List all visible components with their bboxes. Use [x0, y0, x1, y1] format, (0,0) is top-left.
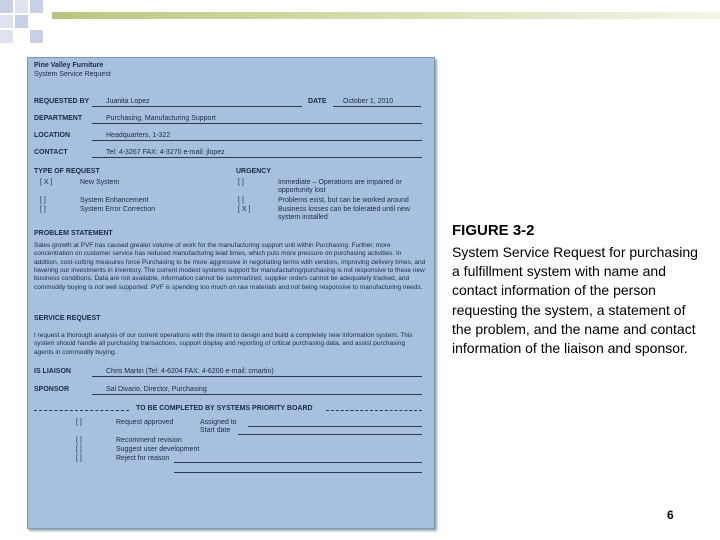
decorative-square [15, 0, 28, 13]
field-line [92, 140, 422, 141]
sponsor-value: Sal Divario, Director, Purchasing [106, 386, 207, 393]
figure-caption: System Service Request for purchasing a fulfillment system with name and contact information of the person requesting the system, a statement of the problem, and the name and contact information of the liaison and sponsor. [452, 244, 698, 357]
board-mark: [ ] [76, 446, 82, 453]
decorative-square [30, 30, 43, 43]
requested-by-label: REQUESTED BY [34, 98, 90, 105]
location-value: Headquarters, 1-322 [106, 132, 171, 139]
dashed-divider [326, 410, 422, 411]
type-of-request-label: TYPE OF REQUEST [34, 168, 100, 175]
date-value: October 1, 2010 [343, 98, 394, 105]
urgency-label: Business losses can be tolerated until new system installed [278, 206, 410, 222]
department-label: DEPARTMENT [34, 115, 83, 122]
field-line [92, 376, 422, 377]
field-line [333, 106, 421, 107]
type-label: New System [80, 179, 120, 186]
decorative-square [0, 15, 13, 28]
field-line [92, 123, 422, 124]
urgency-mark: [ ] [238, 179, 244, 186]
field-line [238, 434, 422, 435]
type-mark: [ ] [40, 206, 46, 213]
date-label: DATE [308, 98, 327, 105]
board-mark: [ ] [76, 455, 82, 462]
contact-label: CONTACT [34, 149, 68, 156]
urgency-mark: [ X ] [238, 206, 251, 213]
field-line [92, 157, 422, 158]
priority-board-label: TO BE COMPLETED BY SYSTEMS PRIORITY BOARD [136, 405, 313, 412]
field-line [174, 472, 422, 473]
problem-statement-text: Sales growth at PVF has caused greater volume of work for the manufacturing support unit within Purchasing. Further, more concentration on customer service has reduced manufacturing lead times, which puts more pressure on purchasing activities. In addition, cost-cutting measures force Purchasing to be more aggressive in negotiating terms with vendors, improving delivery times, and lowering our investments in inventory. The current modest systems support for manufacturing/purchasing is not responsive to these new business conditions. Data are not available, information cannot be summarized, supplier orders cannot be adequately tracked, and commodity buying is not well supported. PVF is spending too much on raw materials and not being responsive to manufacturing needs. [34, 242, 426, 291]
board-item-label: Request approved [116, 419, 174, 426]
company-name: Pine Valley Furniture [34, 62, 104, 69]
field-line [92, 394, 422, 395]
urgency-label: Problems exist, but can be worked around [278, 197, 409, 204]
requested-by-value: Juanita Lopez [106, 98, 150, 105]
sponsor-label: SPONSOR [34, 386, 70, 393]
type-label: System Error Correction [80, 206, 156, 213]
board-item-extra: Start date [200, 427, 231, 434]
urgency-label: Immediate – Operations are impaired or opportunity lost [278, 179, 402, 195]
service-request-form [27, 57, 435, 529]
urgency-label: URGENCY [236, 168, 272, 175]
board-mark: [ ] [76, 437, 82, 444]
is-liaison-value: Chris Martin (Tel: 4-6204 FAX: 4-6200 e-mail: cmartin) [106, 368, 274, 375]
board-item-label: Reject for reason [116, 455, 170, 462]
type-mark: [ X ] [40, 179, 53, 186]
contact-value: Tel: 4-3267 FAX: 4-3270 e-mail: jlopez [106, 149, 225, 156]
location-label: LOCATION [34, 132, 71, 139]
is-liaison-label: IS LIAISON [34, 368, 71, 375]
urgency-mark: [ ] [238, 197, 244, 204]
board-item-label: Suggest user development [116, 446, 200, 453]
decorative-square [30, 0, 43, 13]
figure-title: FIGURE 3-2 [452, 222, 535, 239]
board-item-extra: Assigned to [200, 419, 237, 426]
decorative-square [15, 15, 28, 28]
problem-statement-label: PROBLEM STATEMENT [34, 230, 113, 237]
page-number: 6 [667, 508, 674, 522]
decorative-square [0, 0, 13, 13]
board-item-label: Recommend revision [116, 437, 182, 444]
decorative-square [0, 30, 13, 43]
dashed-divider [34, 410, 129, 411]
field-line [174, 462, 422, 463]
form-title: System Service Request [34, 71, 111, 78]
field-line [92, 106, 302, 107]
type-mark: [ ] [40, 197, 46, 204]
department-value: Purchasing, Manufacturing Support [106, 115, 216, 122]
type-label: System Enhancement [80, 197, 149, 204]
field-line [248, 426, 422, 427]
decorative-top-bar [52, 12, 720, 19]
service-request-text: I request a thorough analysis of our current operations with the intent to design and build a completely new information system. This system should handle all purchasing transactions, support display and reporting of critical purchasing data, and assist purchasing agents in commodity buying. [34, 332, 413, 356]
board-mark: [ ] [76, 419, 82, 426]
service-request-label: SERVICE REQUEST [34, 315, 101, 322]
